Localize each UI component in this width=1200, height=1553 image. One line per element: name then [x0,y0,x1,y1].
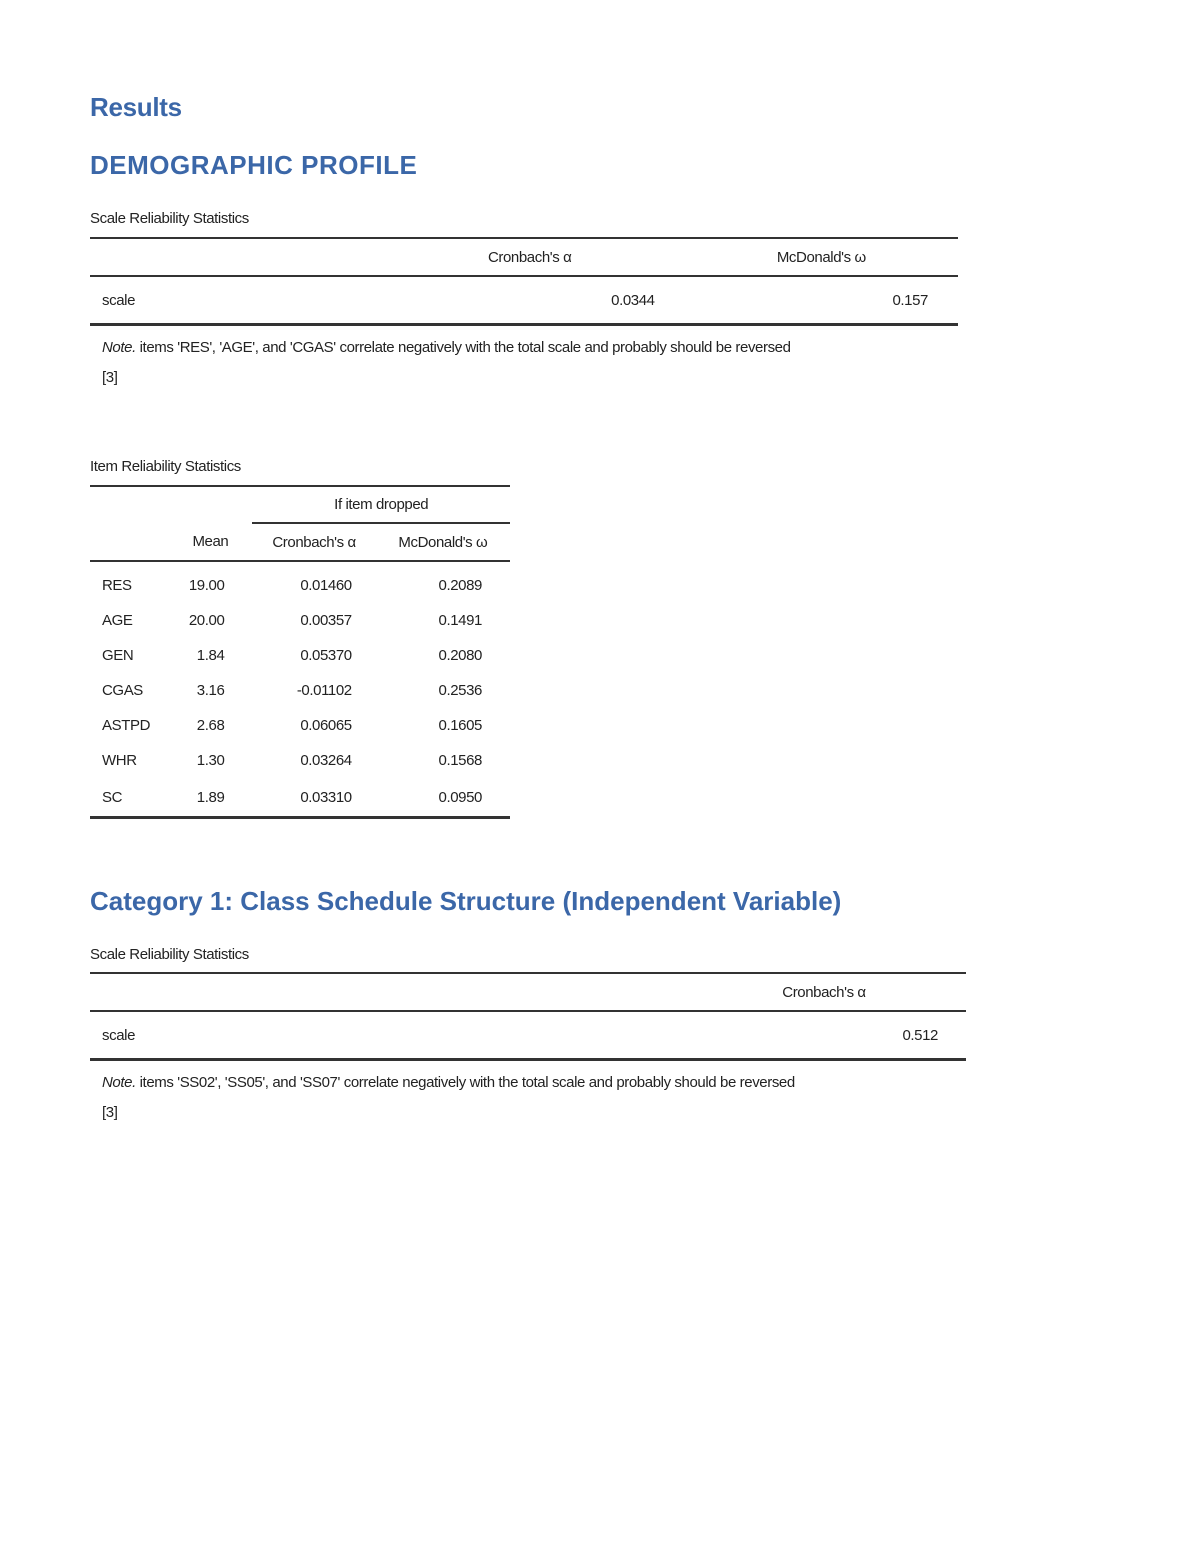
scale-table-1-note [102,333,962,393]
item-alpha-if-dropped: 0.05370 [300,647,352,664]
note-text: items 'SS02', 'SS05', and 'SS07' correlate negatively with the total scale and probably should be reversed [135,1074,795,1091]
table-row [90,673,510,708]
omega-value: 0.157 [655,276,958,325]
alpha-value: 0.512 [402,1011,966,1060]
table-row [90,743,510,778]
table-row [90,561,510,603]
item-omega-if-dropped: 0.2089 [438,577,482,594]
item-mean: 20.00 [188,612,225,629]
item-alpha-if-dropped: 0.06065 [300,717,352,734]
item-alpha-if-dropped: 0.00357 [300,612,352,629]
item-mean: 2.68 [196,717,225,734]
item-mean: 1.89 [168,778,252,818]
table-row [90,276,958,325]
item-omega-if-dropped: 0.1491 [438,612,482,629]
note-label: Note. [102,1074,136,1091]
item-mean: 1.84 [196,647,225,664]
item-name: WHR [102,752,137,769]
item-reliability-table [90,485,510,819]
item-alpha-if-dropped: 0.03310 [252,778,375,818]
note-text: items 'RES', 'AGE', and 'CGAS' correlate negatively with the total scale and probably should be reversed [135,339,791,356]
item-omega-if-dropped: 0.2536 [438,682,482,699]
item-alpha-if-dropped: 0.01460 [300,577,352,594]
note-ref: [3] [102,1104,118,1121]
scale-table-2-caption: Scale Reliability Statistics [90,946,249,963]
item-alpha-if-dropped: 0.03264 [300,752,352,769]
header-empty [90,973,402,1011]
header-mcdonald: McDonald's ω [376,523,510,561]
item-omega-if-dropped: 0.1605 [438,717,482,734]
table-row [90,638,510,673]
item-mean: 3.16 [196,682,225,699]
item-name: CGAS [102,682,143,699]
item-omega-if-dropped: 0.1568 [438,752,482,769]
scale-table-2-note [102,1068,972,1128]
header-cronbach: Cronbach's α [402,973,966,1011]
scale-reliability-table-1 [90,237,958,326]
results-heading: Results [90,92,182,122]
item-alpha-if-dropped: -0.01102 [296,682,352,699]
header-cronbach: Cronbach's α [285,238,655,276]
item-name: RES [102,577,132,594]
table-row [90,1011,966,1060]
alpha-value: 0.0344 [285,276,655,325]
header-item [90,523,168,561]
note-ref: [3] [102,369,118,386]
item-omega-if-dropped: 0.2080 [438,647,482,664]
header-cronbach: Cronbach's α [252,523,375,561]
table-row [90,778,510,818]
header-empty [90,238,285,276]
item-name: GEN [102,647,134,664]
item-name: AGE [102,612,133,629]
item-mean: 1.30 [196,752,225,769]
category1-heading: Category 1: Class Schedule Structure (Independent Variable) [90,886,842,916]
if-item-dropped-header: If item dropped [252,486,510,523]
item-name: ASTPD [102,717,151,734]
scale-table-1-caption: Scale Reliability Statistics [90,210,249,227]
item-table-caption: Item Reliability Statistics [90,458,241,475]
demographic-heading: DEMOGRAPHIC PROFILE [90,150,418,180]
header-mcdonald: McDonald's ω [655,238,958,276]
item-omega-if-dropped: 0.0950 [376,778,510,818]
scale-reliability-table-2 [90,972,966,1061]
row-label: scale [90,1011,402,1060]
header-mean: Mean [168,523,252,561]
item-mean: 19.00 [188,577,225,594]
table-row [90,708,510,743]
table-row [90,603,510,638]
note-label: Note. [102,339,136,356]
item-name: SC [90,778,168,818]
row-label: scale [90,276,285,325]
